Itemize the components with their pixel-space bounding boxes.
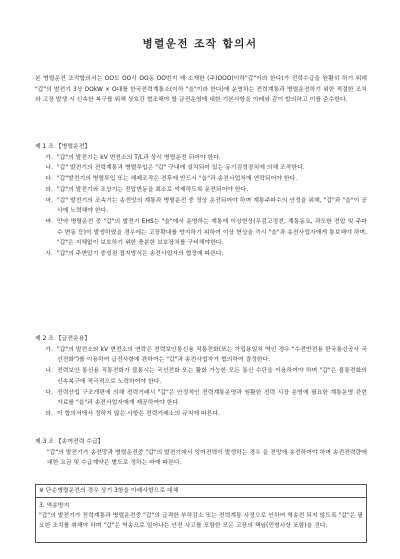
item-label: 가. — [45, 154, 53, 161]
item-text: "갑" 발전기의 전력계통과 병렬투입은 "갑" 구내에 설치되어 있는 동기검정장치에 의해 조작한다. — [57, 165, 305, 172]
list-item — [35, 345, 367, 366]
note-content — [35, 498, 367, 543]
item-label: 다. — [45, 389, 53, 396]
item-text: "갑"의 발전소와 kV 변전소의 연락은 전력보안통신용 직통전화(또는 가입용일치 역인 경우 "수전반전용 한국통신공사 국선전화")를 이용하여 급전사항에 관하여는 "갑"과 송전사업자가 협의하여 결정한다. — [57, 346, 367, 364]
note-subheading: 3. 역송방지 — [39, 503, 70, 509]
list-item — [35, 185, 367, 196]
article-1 — [35, 142, 367, 260]
list-item — [35, 153, 367, 164]
list-item — [35, 217, 367, 249]
list-item — [35, 174, 367, 185]
article-3 — [35, 437, 367, 469]
article-3-body: "갑"의 발전기가 송전망과 병렬운전중 "갑"의 발전기에서 잉여전력이 발생하는 경우 을 전망에 송전하여야 하며 송전전력량에 대한 요금 및 수급계약은 별도로 정하는 바에 따른다. — [47, 449, 367, 467]
intro-paragraph: 본 병렬운전 조작합의서는 OO도 OO시 OO동 OO번지 에 소재한 (주)OOO(이하"갑"이라 한다)가 전력수급을 원활히 하기 위해 "갑"의 발전기 3상 OOkW × O대를 한국전력계통소(이하 "을"이라 한다)에 운영하는 전력계통과 병렬운전하기 위한 적절한 조치와 고장 발생 시 신속한 복구를 위해 상호간 협조해야 할 금전운영에 대한 기본사항을 아래와 같이 합의하고 이를 준수한다. — [35, 76, 367, 104]
item-label: 라. — [45, 186, 53, 193]
article-2-title: 제 2 조 【급전운용】 — [35, 336, 91, 342]
list-item — [35, 409, 367, 420]
list-item — [35, 163, 367, 174]
list-item — [35, 388, 367, 409]
list-item — [35, 196, 367, 217]
article-2 — [35, 334, 367, 420]
list-item — [35, 249, 367, 260]
item-label: 다. — [45, 176, 53, 183]
article-1-title: 제 1 조 【병렬운전】 — [35, 144, 91, 150]
note-body-text: "갑"의 발전기가 전력계통과 병렬운전중 "갑"의 급격한 부하감소 또는 전력계통 사정으로 인하여 역송전 되지 않도록 "갑"은 필요한 조치를 취해야 하며 "갑"은 역송으로 일어나는 안전 사고를 포함한 모든 고장의 책임(민형사상 포함)을 진다. — [39, 513, 363, 530]
document-title: 병렬운전 조작 합의서 — [142, 38, 258, 50]
item-text: "갑"의 발전기와 조상기는 전압변동을 최소로 억제하도록 운전되어야 한다. — [57, 186, 249, 193]
item-text: "갑" 발전기의 조속기는 송전망의 계통과 병렬운전 중 정상 운전되어야 하며 계통주파수의 안정을 위해, "갑"과 "을"이 공사에 노력해야 한다. — [57, 197, 367, 215]
item-text: 이 합의서에서 정하지 않은 사항은 전력거래소의 규칙에 따른다. — [57, 410, 220, 417]
item-text: "갑"의 발전기는 kV 변전소의 T/L과 상시 병렬운전 되어야 한다. — [57, 154, 221, 161]
item-label: 나. — [45, 165, 53, 172]
item-text: 만약 병렬운전 중 "갑"의 발전기 EHS는 "을"에서 운영하는 계통에 이상현상(무검고정전, 계통동요, 과도한 전압 및 주파수 변동 등)이 발생하였을 경우에는 고장확대를 방지하기 위하여 이상 현상을 즉시 "을"과 송전사업자에게 통보해야 하며, "갑"은 지체없이 보호하기 위한 충분한 보호장치를 구비해야한다. — [57, 218, 367, 247]
list-item — [35, 366, 367, 387]
item-text: 전력산업 구조개편에 의해 전력거래시 "갑"은 안정적인 전력계통운영과 원활한 전력 시장 운영에 필요한 계통운영 관련 자료를 "을"과 송전사업자에게 제공하여야 한다. — [57, 389, 367, 407]
article-3-title: 제 3 조 【송여전력 수급】 — [35, 439, 104, 445]
item-label: 바. — [45, 218, 53, 225]
item-text: 전력보안 통신용 직통전화가 불통시는 국선전화 또는 활화 가능한 모든 통신 수단을 이용하여야 하며 "갑"은 불통전화의 신속복구에 적극적으로 노력하여야 한다. — [57, 368, 367, 385]
item-label: 라. — [45, 410, 53, 417]
item-text: "갑"발전기의 병렬투입 또는 해제조작은 전후에 반드시 "을"과 송전사업처에 연락되어야 한다. — [57, 176, 298, 183]
item-label: 나. — [45, 368, 53, 375]
item-label: 가. — [45, 346, 53, 353]
item-label: 사. — [45, 251, 53, 258]
note-header: ※ 단순병렬운전의 경우 상기 3항을 아래사항으로 대체 — [35, 484, 367, 498]
item-label: 마. — [45, 197, 53, 204]
item-text: "갑"의 주변압기 중성점 접지방식은 송전사업자의 협정에 따른다. — [57, 251, 224, 258]
